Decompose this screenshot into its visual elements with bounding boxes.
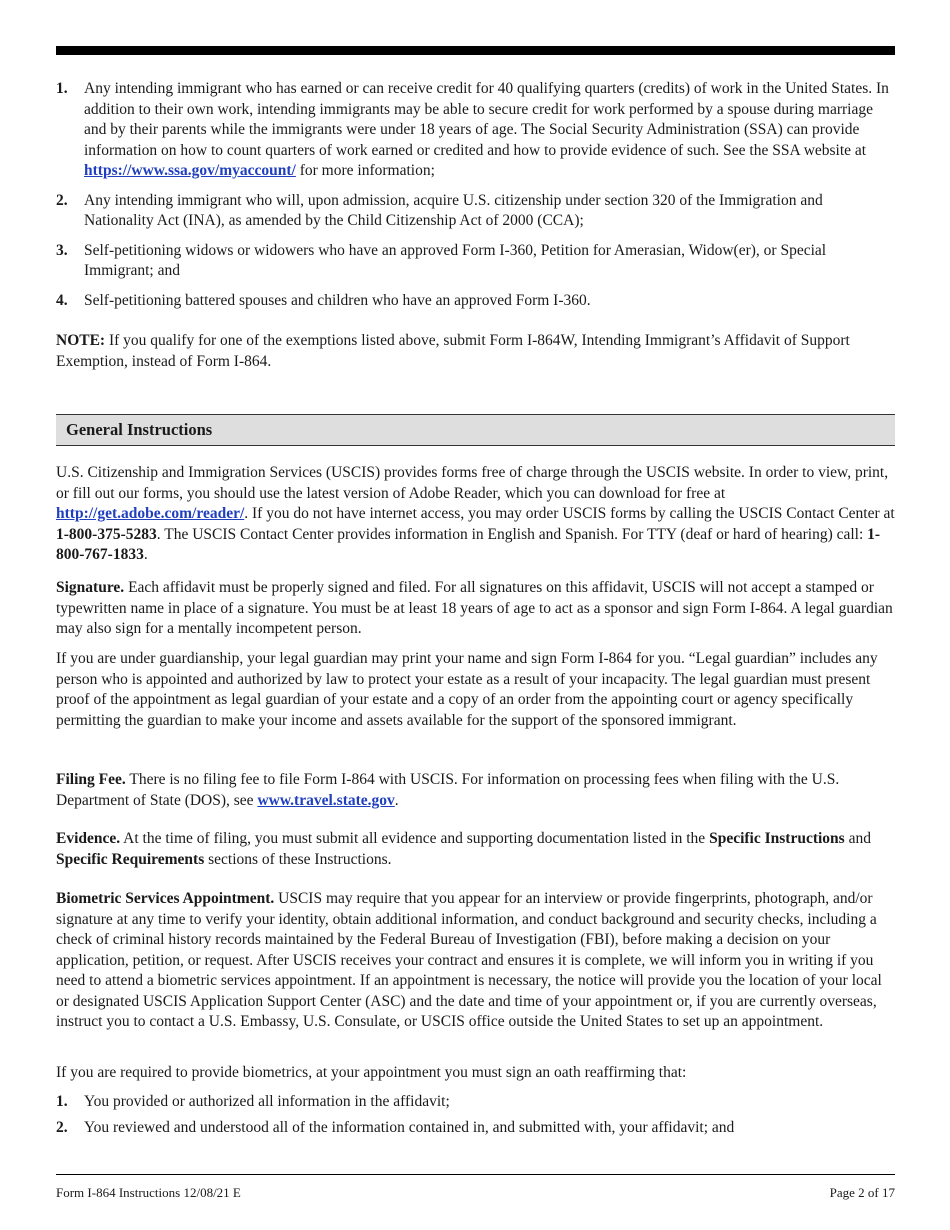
exemption-list <box>56 79 895 320</box>
item-number: 2. <box>56 1118 68 1136</box>
travel-state-link[interactable]: www.travel.state.gov <box>257 791 395 809</box>
list-item <box>56 291 895 312</box>
oath-intro: If you are required to provide biometrics, at your appointment you must sign an oath reaffirming that: <box>56 1064 687 1081</box>
section-title: General Instructions <box>66 420 213 439</box>
footer-page-number: Page 2 of 17 <box>829 1185 895 1200</box>
tty-phone: 1-800-767-1833 <box>56 525 881 563</box>
list-item <box>56 1092 895 1113</box>
filing-fee-paragraph: Filing Fee. There is no filing fee to file Form I-864 with USCIS. For information on processing fees when filing with the U.S. Department of State (DOS), see www.travel.state.gov. <box>56 771 840 809</box>
signature-paragraph: Signature. Each affidavit must be properly signed and filed. For all signatures on this affidavit, USCIS will not accept a stamped or typewritten name in place of a signature. You must be at least 18 years of age to act as a sponsor and sign Form I-864. A legal guardian may also sign for a mentally incompetent person. <box>56 579 893 637</box>
oath-list <box>56 1092 895 1143</box>
item-text: Self-petitioning widows or widowers who have an approved Form I-360, Petition for Amerasian, Widow(er), or Special Immigrant; and <box>84 241 827 279</box>
intro-paragraph: U.S. Citizenship and Immigration Services (USCIS) provides forms free of charge through the USCIS website. In order to view, print, or fill out our forms, you should use the latest version of Adobe Reader, which you can download for free at http://get.adobe.com/reader/. If you do not have internet access, you may order USCIS forms by calling the USCIS Contact Center at 1-800-375-5283. The USCIS Contact Center provides information in English and Spanish. For TTY (deaf or hard of hearing) call: 1-800-767-1833. <box>56 464 895 563</box>
biometric-paragraph: Biometric Services Appointment. USCIS may require that you appear for an interview or provide fingerprints, photograph, and/or signature at any time to verify your identity, obtain additional information, and conduct background and security checks, including a check of criminal history records maintained by the Federal Bureau of Investigation (FBI), before making a decision on your application, petition, or request. After USCIS receives your contract and ensures it is complete, we will inform you in writing if you need to attend a biometric services appointment. If an appointment is necessary, the notice will provide you the location of your local or designated USCIS Application Support Center (ASC) and the date and time of your appointment or, if you are currently overseas, instruct you to contact a U.S. Embassy, U.S. Consulate, or USCIS office outside the United States to set up an appointment. <box>56 890 882 1030</box>
note-paragraph: NOTE: If you qualify for one of the exemptions listed above, submit Form I-864W, Intending Immigrant’s Affidavit of Support Exemption, instead of Form I-864. <box>56 332 850 370</box>
item-text: Any intending immigrant who will, upon admission, acquire U.S. citizenship under section 320 of the Immigration and Nationality Act (INA), as amended by the Child Citizenship Act of 2000 (CCA); <box>84 191 823 229</box>
list-item <box>56 1118 895 1139</box>
evidence-paragraph: Evidence. At the time of filing, you must submit all evidence and supporting documentation listed in the Specific Instructions and Specific Requirements sections of these Instructions. <box>56 830 871 868</box>
top-rule <box>56 46 895 55</box>
footer-form-id: Form I-864 Instructions 12/08/21 E <box>56 1185 241 1200</box>
item-number: 3. <box>56 241 68 259</box>
guardianship-paragraph: If you are under guardianship, your legal guardian may print your name and sign Form I-864 for you. “Legal guardian” includes any person who is appointed and authorized by law to protect your estate as a result of your incapacity. The legal guardian must present proof of the appointment as legal guardian of your estate and a copy of an order from the appointing court or agency specifically permitting the guardian to make your income and assets available for the support of the sponsored immigrant. <box>56 650 878 729</box>
item-number: 1. <box>56 80 68 97</box>
item-text: Self-petitioning battered spouses and children who have an approved Form I-360. <box>84 291 591 309</box>
biometric-label: Biometric Services Appointment. <box>56 890 275 907</box>
item-number: 1. <box>56 1093 68 1110</box>
list-item <box>56 79 895 182</box>
signature-label: Signature. <box>56 579 125 596</box>
section-header <box>56 414 895 446</box>
item-number: 4. <box>56 291 68 309</box>
list-item <box>56 241 895 282</box>
note-label: NOTE: <box>56 332 106 349</box>
ssa-link[interactable]: https://www.ssa.gov/myaccount/ <box>84 162 296 179</box>
footer-rule <box>56 1174 895 1175</box>
list-item <box>56 191 895 232</box>
evidence-label: Evidence. <box>56 830 121 847</box>
filing-fee-label: Filing Fee. <box>56 771 126 788</box>
item-number: 2. <box>56 191 68 209</box>
document-page <box>56 0 895 1230</box>
item-text: You provided or authorized all information in the affidavit; <box>84 1093 450 1110</box>
item-text: Any intending immigrant who has earned or can receive credit for 40 qualifying quarters (credits) of work in the United States. In addition to their own work, intending immigrants may be able to secure credit for work performed by a spouse during marriage and by their parents while the immigrants were under 18 years of age. The Social Security Administration (SSA) can provide information on how to count quarters of work earned or credited and how to provide evidence of such. See the SSA website at https://www.ssa.gov/myaccount/ for more information; <box>84 80 889 179</box>
adobe-reader-link[interactable]: http://get.adobe.com/reader/ <box>56 505 245 522</box>
contact-center-phone: 1-800-375-5283 <box>56 525 157 543</box>
item-text: You reviewed and understood all of the information contained in, and submitted with, your affidavit; and <box>84 1118 735 1136</box>
